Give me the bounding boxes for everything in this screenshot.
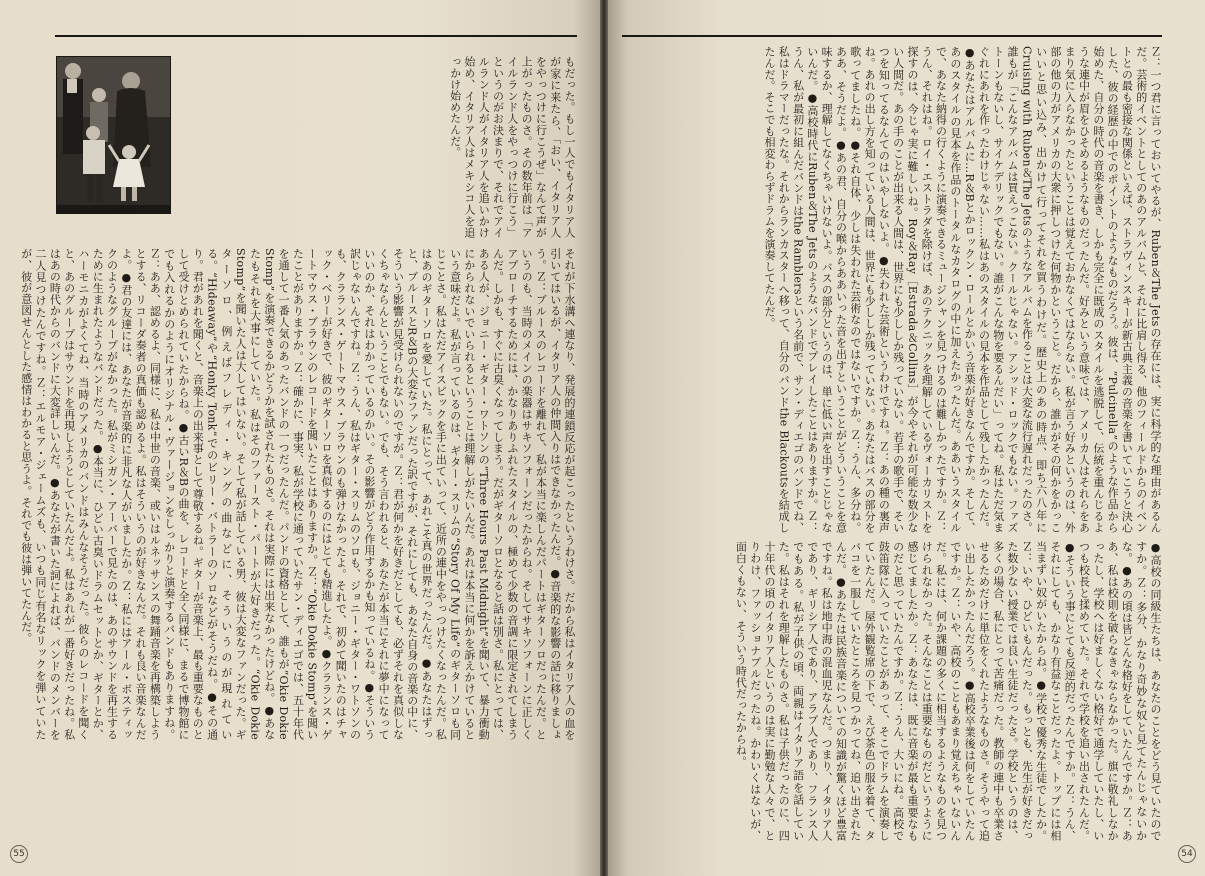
left-page-top-text: もだった。もし一人でもイタリア人が家に来たら、「おい、イタリア人をやっつけに行こうぜ」なんて声が上がったものさ。その数年前は「アイルランド人をやっつけに行こう」というのがお決まりで、それでアイルランド人がイタリア人を追いかけ始め、イタリア人はメキシコ人を追っかけ始めたんだ。 — [448, 56, 576, 238]
left-header-rule — [55, 35, 577, 37]
right-page-number: 54 — [1178, 845, 1196, 863]
family-photo — [56, 56, 171, 214]
spine-gutter — [600, 0, 608, 876]
left-page-number: 55 — [10, 845, 28, 863]
right-page-top-text: Ｚ：一つ君に言っておいてやるが、Ruben＆The Jetsの存在には、実に科学的な理由があるんだ。芸術的イベントとしてのあのアルバムと、それに比肩し得る、他のフィールドからのイベントとの最も密接な関係といえば、ストラヴィンスキーが新古典主義の音楽を書いていこうと決心した、彼の経歴の中でのポイントのようなものだろう。彼は、“Pulcinella”のような作品から始めた、自分の時代の音楽を書き、しかも完全に既成のスタイルを逃脱して、伝統を重んじるような連中が眉をひそめるようなものだったんだ。好みという意味では、アメリカ人はそれらをあまり気に入らなかったということは覚えておかなくてはならない。私が言う好みというのは、外部の他の力がアメリカの大衆に押しつけた何物かということ。だから、誰かがその何かをかっこいいと思い込み、出かけて行ってそれを買うわけだ。歴史上のあの時点、即ち六八年にCruising with Ruben＆The Jetsのようなアルバムを作ることは大変な流行遅れだったのさ。誰もが「こんなアルバムは買えっこない。クールじゃない。アシッド・ロックでもない。ファズトーンもないし、サイケデリックでもない。誰がこんな物を要るんだい」ってね。私はただ気まぐれにあれを作ったわけじゃない……私はあのスタイルの見本を作品として残したかったんだ。●あなたはアルバムに…R＆Bとかロックン・ロールとかいう音楽が好きなんですか。そして、あのスタイルの見本を作品のトータルなカタログの中に加えたかったんだ。ああいうスタイルで、あなた納得の行くように演奏できるミュージシャンを見つけるのは難しかったですか。Ｚ：うん、それはね。ロイ・エストラダを除けば、あのテクニックを理解しているヴォーカリストを探すのは、今じゃ実に難しいね。Roy＆Ray［Estrada＆Collins］が今やそれが可能な数少ない人間だ。あの手のことが出来る人間は、世界にも少ししか残っていない。若手の歌手で、そいつを知ってるなんてのはいやしないよ。●失われた芸術というわけですね。Ｚ：あの種の裏声ね。あれの出し方を知っている人間は、世界にも少ししか残っていない。あなたはバスの部分を歌ってましたね。●それ自体、少しは失われた芸術なのではないですか。Ｚ：うん、多分ね。ああ、そうだよ。●あの君、自分の喉からああいった音を出すということがどういうことを意味するか、理解してなくちゃいけないよ。バスの部分というのは、単に低い声を出すことじゃないんだ。●高校時代にRuben＆The Jetsのようなバンドでプレイしたことはありますか。Ｚ：うん、私が最初に組んだバンドはthe Ramblersという名前で、サン・ディエゴのバンドでね、私はドラマーだったな。それからランカスターへ移って、自分のバンドthe Blackoutsを結成したんだ。そこでも相変わらずドラムを演奏してたんだ。 — [762, 46, 1162, 533]
left-page-bottom-text: それが下水溝へ連なり、発展的連鎖反応が起こったというわけさ。だから私はイタリア人の血を引いてはいるが、イタリア人の仲間入りはできなかったんだ。●音楽的な影響の話に移りましょう。Ｚ：ブルースのレコードを離れて、私が本当に楽しんだパートはギターソロだったんだ。というのも、当時のメインの楽器はサキソフォーンだったからね。そしてサキソフォーンに正しくアプローチするためには、かなりありふれたスタイルの、極めて少数の音調に限定されてしまうんだ。しかも、すぐに古臭くなってしまう。だがギターソロとなると話は別さ。私にとっては、ある人が、ジョニー・ギター・ワトソンの“Three Hours Past Midnight”を聞いて、暴力衝動にかられないでいられるということは理解しがたいんだ。あれは本当に何かを訴えかけているという意味だよ。私が言っているのは、ギター・スリムの“Story Of My Life”のギターソロも同じことさ。私はただアイスピックを手に出ていって、近所の連中をやっつけたくなったんだ。私はあのギターソロを愛していた。私にとって、あれこそ真の世界だったんだ。●あなたはずっと、ブルースとR＆Bの大変なファンだった訳ですが、それにしても、あなた自身の音楽の中に、そういう影響が見受けられないのですが。Ｚ：君が何かを好きだとしても、必ずそれを真似しなくちゃならんということでもない。でも、そう言われると、あなたが本当にそれに夢中になっていいのか、それはわかっているのかい。その影響がどう作用するかも知っているね。●そういう訳じゃないんですね。Ｚ：うん、私はギター・スリムのソロも、ジョニー・ギター・ワトソンのも、クラランス・ゲートマウス・ブラウンのも弾けなかったよ。それで、初めて聞いたのはチャック・ベリーが好きで、彼のギターソロを真似するのにはとても精進したよ。●クラランス・ゲートマウス・ブラウンのレコードを聞いたことはありますか。Ｚ：“Okie Dokie Stomp”を聞いたことがありますか。Ｚ：確かに、事実、私が学校に通っていたサン・ディエゴでは、五十年代を通して一番人気のあったバンドの一つだったんだ。パンドの資格として、誰もが“Okie Dokie Stomp”を演奏できるかどうかを試されたものさ。それは実際には出来なかったけどね。●あなたもそれを大事にしていた。私はそのファースト・パートが大好きだった。“Okie Dokie Stomp”を聞いた人は大してはいない。そして私が話している男、彼は大変なファンだった。ギターソロ、例えばフレディ・キングの曲などに、そういうのが現れている。“Hideaway”や“Honky Tonk”でのビリー・バトラーのソロなどがそうだね。●その通り。君があれを聞くと、音楽上の出来事として尊敬するね。ギターが音楽上、最も重要なものとして受けとめられていたからね。●古いR＆Bの曲を、レコードと全く同様に、まるで博物館にでも入れるかのようにオリジナル・ヴァージョンをしっかりと演奏するバンドもありますね。Ｚ：ああ、認めるよ、同様に、私は中世の音楽、或いはルネッサンスの舞踊音楽を再構築しようとする、リコーダ奏者の真価も認めるよ。私はそういうのが好きなんだ。それも良い音楽なんだよ。●君の友達には、あなたが音楽的に非凡な人がいましたか。Ｚ：私にはアール・ボスティックのようなグループがなかった。私がミシガン・アーバーで見たのは、あのサウンドを再生するために生まれたようなバンドだった。●本当に、ひどい古臭いドラムセットとか、ギターとか、ハーモニカがよくてね、当時のアメリカのバンドはみんなそうだった。彼らのレコードを聞くと、あのグループはサウンドを再現しようとしていたんだよ。私はあれが一番好きだったね。私はあの時代からのバンドに大変詳しいんだ。●あなたが書いた詞によれば、バンドのメンバーを二人見つけたんですね。Ｚ：エルモア・ジェームズも、いつも同じ有名なリックを弾いていたが、彼が意図せんとした感情はわかると思うよ。それでも彼は弾いてたんだ。 — [19, 248, 576, 740]
right-page-bottom-text: ●高校の同級生たちは、あなたのことをどう見ていたのですか。Ｚ：多分、かなり奇妙な奴と見てたんじゃないかな。●あの頃は皆どんな格好をしていたんですか。Ｚ：ああ、私は校則を破らなきゃならなかった。旗に敬礼しなかったし、学校へは好ましくない格好で通学していたし、いつも校長と揉めていた。それで学校を追い出されたんだ。●そういう事にとても反逆的だったんですか。Ｚ：うん、それにしても、かなり有益なことだったよ。トップには相当まずい奴がいたからね。●学校で優秀な生徒でしたか。Ｚ：いや、ひどいもんだった。もっとも、先生が好きだった数少ない授業では良い生徒だったさ。学校というのは、多くの場合、私にとって苦痛だった。教師の連中も卒業させるためだけに単位をくれたようなものさ。そうやって追い出したかったんだろう。●高校卒業後は何をしていたんですか。Ｚ：いや、高校のこともあまり覚えちゃいないんだ。私には、何か課題の多くに相当するようなものを見つけられなかった。そんなことは重要なものだというように感じてましたか。Ｚ：あなたは、既に音楽が最も重要なものだと思っていたんですか。Ｚ：うん、大いにね。高校で鼓笛隊に入っていたことがあって、そこでドラムを演奏していたんだ。屋外観覧席の下で、えび茶色の服を着て、タバコを一服していたところを見つかってね、追い出されたんだ。●あなたは民族音楽についての知識が驚くほど豊富ですね。私は地中海の混血児なんだ。つまり、イタリア人であり、ギリシア人であり、アラブ人であり、フランス人でもある。私が子供の頃、両親はイタリア語を話していた。私はそれを理解したものさ。私は子供だったのに、四十年代の頃のイタリア人というのは実に勤勉な人々で、とりわけ、ファッショナブルだったね。かわいくはないが、面白くもない、そういう時代だったからね。 — [734, 541, 1162, 841]
right-header-rule — [622, 35, 1162, 37]
